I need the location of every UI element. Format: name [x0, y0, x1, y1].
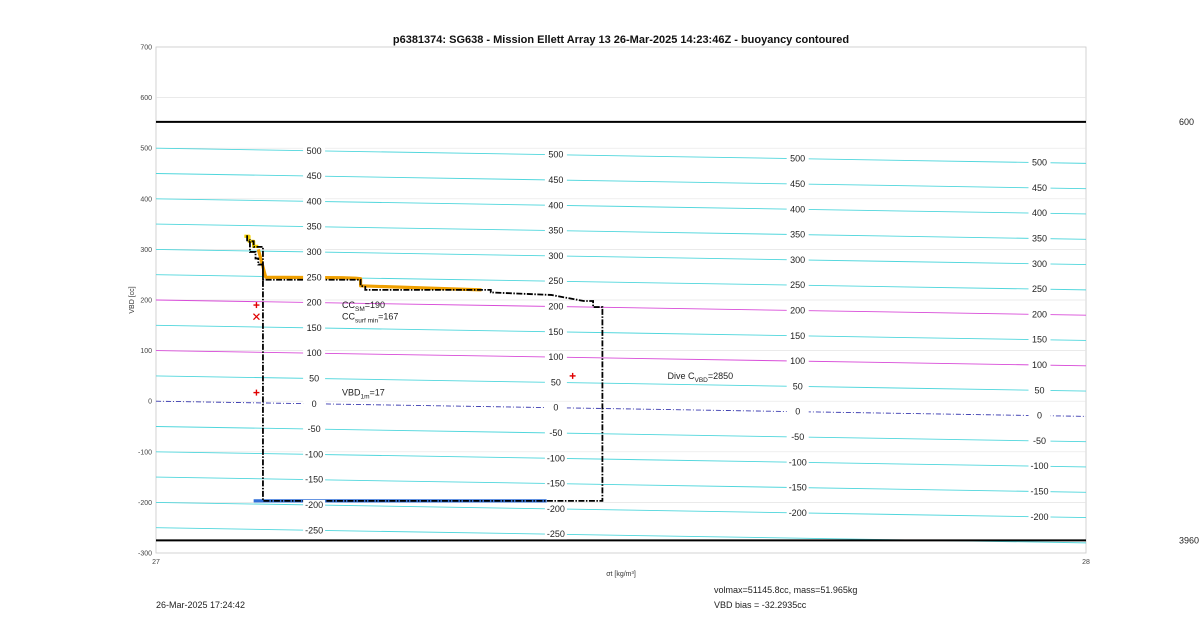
- contour-label: 300: [548, 250, 564, 261]
- contour-label: 400: [1031, 208, 1048, 219]
- contour-label: 150: [306, 322, 322, 333]
- y-axis-label: VBD [cc]: [129, 286, 136, 314]
- contour-label: -50: [307, 424, 321, 435]
- y-tick-label: 600: [140, 95, 152, 103]
- y-tick-label: 200: [140, 297, 152, 305]
- contour-label: 250: [306, 272, 322, 283]
- contour-label: 50: [309, 373, 320, 384]
- contour-label: -250: [305, 525, 324, 536]
- contour-label: 300: [790, 254, 806, 265]
- contour-label: 150: [548, 326, 564, 337]
- contour-label: 400: [548, 200, 564, 211]
- annotation-text: =167: [378, 311, 399, 322]
- annotation-text: VBD: [342, 387, 361, 398]
- x-tick-label: 28: [1082, 559, 1090, 566]
- contour-label: 400: [306, 196, 322, 207]
- contour-label: -100: [788, 457, 807, 468]
- contour-label: -150: [788, 482, 807, 493]
- annotation-text: CC: [342, 300, 355, 311]
- contour-label: 350: [548, 225, 564, 236]
- contour-label: -100: [1030, 461, 1049, 472]
- y-tick-label: -300: [137, 550, 152, 558]
- contour-label: 100: [306, 348, 322, 359]
- contour-label: 450: [790, 178, 806, 189]
- contour-label: 100: [548, 352, 564, 363]
- contour-label: 250: [548, 276, 564, 287]
- contour-label: 450: [306, 171, 322, 182]
- contour-label: 400: [790, 204, 806, 215]
- y-tick-label: 400: [140, 196, 152, 204]
- footer-timestamp: 26-Mar-2025 17:24:42: [156, 600, 246, 610]
- contour-label: -100: [305, 449, 324, 460]
- y-tick-label: 500: [140, 145, 152, 153]
- contour-label: -50: [549, 428, 563, 439]
- contour-label: -100: [546, 453, 565, 464]
- annotation-text: =190: [364, 300, 386, 311]
- contour-label: -200: [788, 507, 807, 518]
- chart-title: p6381374: SG638 - Mission Ellett Array 13 26-Mar-2025 14:23:46Z - buoyancy contoured: [392, 34, 850, 46]
- y-tick-label: 300: [140, 246, 152, 254]
- contour-label: -150: [546, 478, 565, 489]
- contour-label: 0: [311, 398, 317, 409]
- contour-label: 300: [306, 246, 322, 257]
- annotation-text: =2850: [707, 370, 734, 381]
- contour-label: 200: [306, 297, 322, 308]
- contour-label: 300: [1031, 258, 1048, 269]
- annotation-text: =17: [369, 387, 385, 398]
- contour-label: 350: [790, 229, 806, 240]
- contour-label: 200: [548, 301, 564, 312]
- contour-label: 350: [1031, 233, 1048, 244]
- contour-label: 500: [1031, 157, 1048, 168]
- contour-label: -50: [1032, 435, 1047, 446]
- annotation-subscript: VBD: [694, 376, 708, 384]
- contour-label: 500: [306, 145, 322, 156]
- contour-label: 250: [1031, 284, 1048, 295]
- limit-line-label: 600: [1179, 116, 1195, 127]
- contour-label: 200: [1031, 309, 1048, 320]
- contour-label: 100: [790, 356, 806, 367]
- contour-label: -50: [791, 431, 805, 442]
- y-tick-label: -200: [137, 499, 152, 507]
- contour-label: -200: [305, 499, 324, 510]
- contour-label: 150: [790, 330, 806, 341]
- y-tick-label: 0: [148, 398, 152, 406]
- contour-label: 450: [548, 175, 564, 186]
- contour-label: -250: [546, 529, 565, 540]
- contour-label: 200: [790, 305, 806, 316]
- limit-line-label: 3960: [1179, 535, 1200, 546]
- annotation-text: Dive C: [667, 370, 695, 381]
- contour-label: 450: [1031, 182, 1048, 193]
- contour-label: -150: [305, 474, 324, 485]
- x-tick-label: 27: [152, 559, 160, 566]
- contour-label: 100: [1031, 360, 1048, 371]
- contour-label: -150: [1030, 486, 1049, 497]
- y-tick-label: -100: [137, 449, 152, 457]
- contour-label: 500: [548, 149, 564, 160]
- x-axis-label: σt [kg/m³]: [606, 571, 636, 578]
- contour-label: 50: [1034, 385, 1045, 396]
- contour-label: 500: [790, 153, 806, 164]
- contour-label: -200: [1030, 511, 1049, 522]
- contour-label: 0: [795, 406, 801, 417]
- annotation-subscript: surf min: [355, 317, 379, 325]
- footer-volmax-mass: volmax=51145.8cc, mass=51.965kg: [714, 585, 858, 595]
- contour-label: 0: [553, 402, 559, 413]
- contour-label: 350: [306, 221, 322, 232]
- contour-label: 150: [1031, 334, 1048, 345]
- annotation-subscript: 1m: [360, 393, 370, 401]
- annotation-subscript: SM: [355, 306, 365, 314]
- contour-label: 0: [1036, 410, 1043, 421]
- annotation-text: CC: [342, 311, 355, 322]
- contour-label: 250: [790, 280, 806, 291]
- contour-label: -200: [546, 503, 565, 514]
- y-tick-label: 700: [140, 44, 152, 52]
- contour-label: 50: [550, 377, 561, 388]
- plot-area: [129, 45, 1199, 579]
- contour-label: 50: [792, 381, 803, 392]
- footer-vbd-bias: VBD bias = -32.2935cc: [714, 600, 807, 610]
- y-tick-label: 100: [140, 348, 152, 356]
